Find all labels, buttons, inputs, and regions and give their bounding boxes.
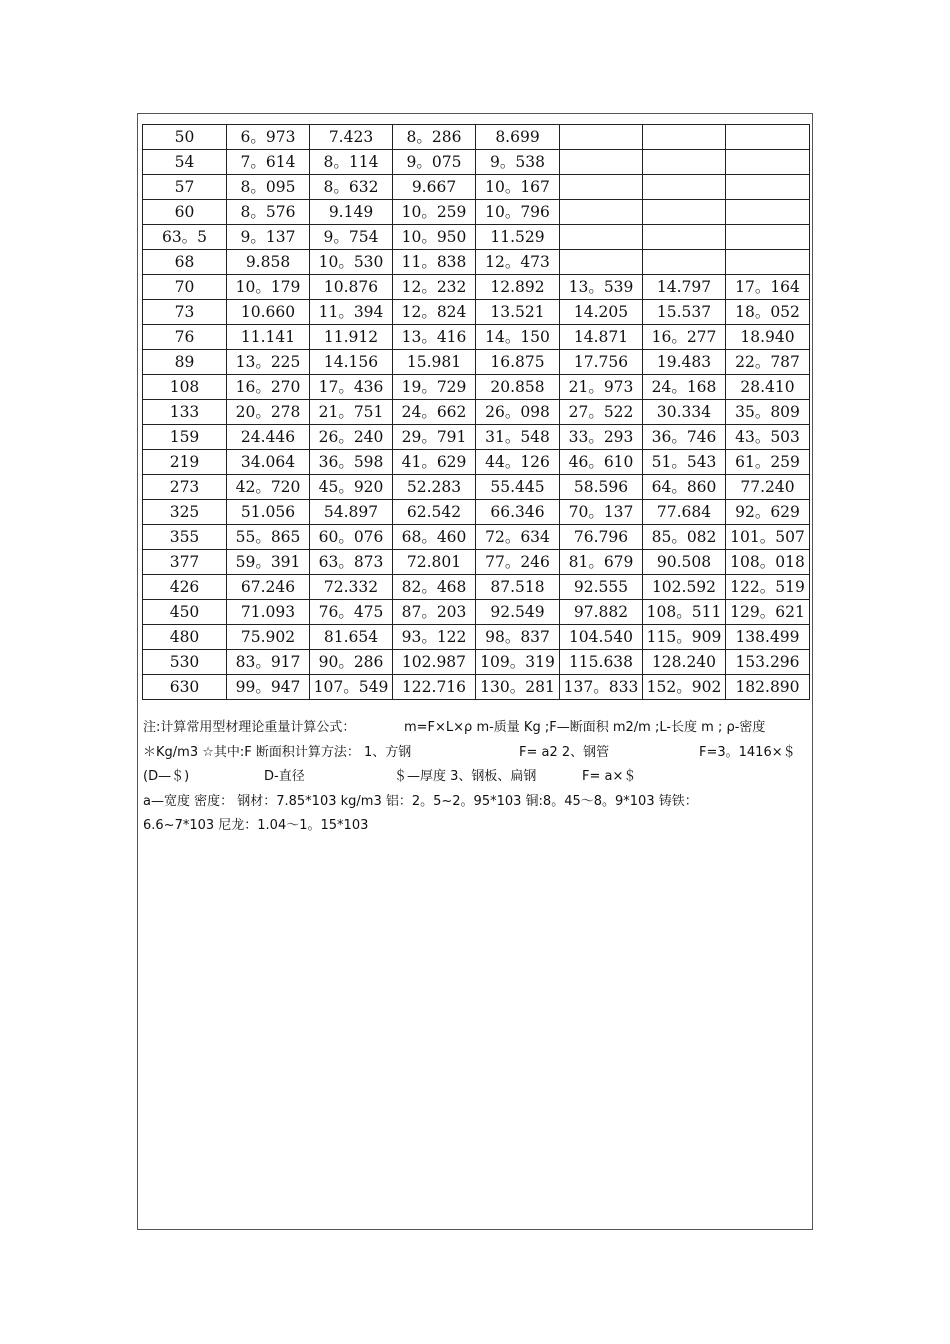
weight-cell: 153.296 <box>726 650 810 675</box>
row-diameter-cell: 159 <box>143 425 227 450</box>
weight-cell: 30.334 <box>643 400 726 425</box>
weight-cell <box>726 175 810 200</box>
note-title: 注:计算常用型材理论重量计算公式： <box>143 720 356 735</box>
weight-cell: 55。865 <box>227 525 310 550</box>
weight-cell: 7.423 <box>310 125 393 150</box>
row-diameter-cell: 108 <box>143 375 227 400</box>
weight-cell: 115.638 <box>560 650 643 675</box>
row-diameter-cell: 480 <box>143 625 227 650</box>
weight-cell: 15.981 <box>393 350 476 375</box>
weight-cell: 77.240 <box>726 475 810 500</box>
weight-cell: 14.205 <box>560 300 643 325</box>
table-row <box>143 575 810 600</box>
row-diameter-cell: 54 <box>143 150 227 175</box>
weight-cell: 129。621 <box>726 600 810 625</box>
table-row <box>143 175 810 200</box>
formula-notes <box>143 716 811 839</box>
weight-cell: 9.667 <box>393 175 476 200</box>
weight-cell: 60。076 <box>310 525 393 550</box>
weight-cell: 108。511 <box>643 600 726 625</box>
weight-cell: 52.283 <box>393 475 476 500</box>
weight-cell: 87.518 <box>476 575 560 600</box>
weight-cell: 8。632 <box>310 175 393 200</box>
table-row <box>143 500 810 525</box>
weight-cell: 14。150 <box>476 325 560 350</box>
row-diameter-cell: 60 <box>143 200 227 225</box>
row-diameter-cell: 219 <box>143 450 227 475</box>
table-row <box>143 650 810 675</box>
weight-cell: 10。179 <box>227 275 310 300</box>
weight-cell: 9。754 <box>310 225 393 250</box>
weight-cell: 101。507 <box>726 525 810 550</box>
weight-cell: 7。614 <box>227 150 310 175</box>
note-line-2 <box>143 741 811 766</box>
weight-cell: 10。259 <box>393 200 476 225</box>
table-row <box>143 625 810 650</box>
weight-cell: 92。629 <box>726 500 810 525</box>
weight-cell: 58.596 <box>560 475 643 500</box>
weight-cell: 19。729 <box>393 375 476 400</box>
note-line-1 <box>143 716 811 741</box>
weight-cell: 98。837 <box>476 625 560 650</box>
weight-cell: 82。468 <box>393 575 476 600</box>
weight-cell: 81。679 <box>560 550 643 575</box>
weight-cell: 10.876 <box>310 275 393 300</box>
weight-cell: 122.716 <box>393 675 476 700</box>
weight-cell: 90。286 <box>310 650 393 675</box>
weight-cell: 29。791 <box>393 425 476 450</box>
weight-cell: 152。902 <box>643 675 726 700</box>
weight-cell: 93。122 <box>393 625 476 650</box>
weight-cell <box>643 200 726 225</box>
weight-cell: 9。538 <box>476 150 560 175</box>
note-density: a—宽度 密度： 钢材：7.85*103 kg/m3 铝：2。5~2。95*103 铜:8。45～8。9*103 铸铁： <box>143 793 698 809</box>
row-diameter-cell: 630 <box>143 675 227 700</box>
table-row <box>143 300 810 325</box>
weight-cell: 41。629 <box>393 450 476 475</box>
weight-cell: 54.897 <box>310 500 393 525</box>
table-row <box>143 275 810 300</box>
weight-cell: 13。416 <box>393 325 476 350</box>
weight-cell: 26。240 <box>310 425 393 450</box>
table-row <box>143 600 810 625</box>
weight-cell: 24。168 <box>643 375 726 400</box>
weight-cell: 10。167 <box>476 175 560 200</box>
weight-cell: 77.684 <box>643 500 726 525</box>
weight-cell: 9.149 <box>310 200 393 225</box>
table-row <box>143 150 810 175</box>
weight-cell: 28.410 <box>726 375 810 400</box>
weight-cell: 26。098 <box>476 400 560 425</box>
weight-cell <box>560 225 643 250</box>
weight-cell: 10.660 <box>227 300 310 325</box>
weight-cell <box>560 200 643 225</box>
row-diameter-cell: 530 <box>143 650 227 675</box>
weight-cell: 20。278 <box>227 400 310 425</box>
row-diameter-cell: 76 <box>143 325 227 350</box>
weight-cell: 8.699 <box>476 125 560 150</box>
weight-cell: 13。539 <box>560 275 643 300</box>
weight-cell: 12。824 <box>393 300 476 325</box>
weight-cell <box>643 225 726 250</box>
weight-cell: 92.555 <box>560 575 643 600</box>
row-diameter-cell: 377 <box>143 550 227 575</box>
weight-cell <box>643 125 726 150</box>
weight-cell: 61。259 <box>726 450 810 475</box>
weight-cell <box>726 125 810 150</box>
weight-cell: 15.537 <box>643 300 726 325</box>
weight-cell: 14.871 <box>560 325 643 350</box>
note-diameter: D-直径 <box>264 769 305 784</box>
weight-cell: 75.902 <box>227 625 310 650</box>
weight-cell: 12。473 <box>476 250 560 275</box>
weight-cell: 85。082 <box>643 525 726 550</box>
row-diameter-cell: 57 <box>143 175 227 200</box>
weight-cell: 36。598 <box>310 450 393 475</box>
weight-cell: 18.940 <box>726 325 810 350</box>
note-line-3 <box>143 765 811 790</box>
table-row <box>143 525 810 550</box>
weight-cell: 71.093 <box>227 600 310 625</box>
note-pipe-formula: (D—＄) <box>143 769 190 784</box>
weight-cell: 76。475 <box>310 600 393 625</box>
row-diameter-cell: 68 <box>143 250 227 275</box>
weight-cell: 17。164 <box>726 275 810 300</box>
weight-cell: 11.141 <box>227 325 310 350</box>
row-diameter-cell: 89 <box>143 350 227 375</box>
table-row <box>143 550 810 575</box>
weight-cell <box>643 175 726 200</box>
note-thickness: ＄—厚度 3、钢板、扁钢 <box>394 769 537 784</box>
weight-cell <box>560 250 643 275</box>
weight-cell: 27。522 <box>560 400 643 425</box>
weight-cell: 16。277 <box>643 325 726 350</box>
weight-cell: 76.796 <box>560 525 643 550</box>
row-diameter-cell: 73 <box>143 300 227 325</box>
weight-cell: 44。126 <box>476 450 560 475</box>
table-row <box>143 325 810 350</box>
table-row <box>143 375 810 400</box>
table-row <box>143 200 810 225</box>
weight-cell: 8。095 <box>227 175 310 200</box>
weight-cell: 16。270 <box>227 375 310 400</box>
table-row <box>143 475 810 500</box>
weight-cell: 17.756 <box>560 350 643 375</box>
weight-cell: 45。920 <box>310 475 393 500</box>
weight-cell: 8。286 <box>393 125 476 150</box>
weight-cell: 36。746 <box>643 425 726 450</box>
table-row <box>143 250 810 275</box>
weight-cell: 109。319 <box>476 650 560 675</box>
weight-cell: 102.987 <box>393 650 476 675</box>
weight-cell: 108。018 <box>726 550 810 575</box>
weight-cell: 9.858 <box>227 250 310 275</box>
weight-cell: 92.549 <box>476 600 560 625</box>
weight-cell <box>726 250 810 275</box>
weight-cell: 31。548 <box>476 425 560 450</box>
weight-cell: 6。973 <box>227 125 310 150</box>
weight-cell: 72。634 <box>476 525 560 550</box>
table-row <box>143 425 810 450</box>
weight-cell: 20.858 <box>476 375 560 400</box>
weight-cell: 182.890 <box>726 675 810 700</box>
row-diameter-cell: 133 <box>143 400 227 425</box>
weight-cell: 12。232 <box>393 275 476 300</box>
table-row <box>143 125 810 150</box>
note-density-cont: 6.6~7*103 尼龙：1.04～1。15*103 <box>143 818 369 833</box>
weight-cell: 66.346 <box>476 500 560 525</box>
row-diameter-cell: 450 <box>143 600 227 625</box>
weight-cell: 13。225 <box>227 350 310 375</box>
note-line-5 <box>143 814 811 839</box>
weight-cell: 18。052 <box>726 300 810 325</box>
weight-cell: 63。873 <box>310 550 393 575</box>
weight-cell: 9。137 <box>227 225 310 250</box>
weight-cell: 24。662 <box>393 400 476 425</box>
row-diameter-cell: 325 <box>143 500 227 525</box>
weight-cell: 70。137 <box>560 500 643 525</box>
weight-cell: 12.892 <box>476 275 560 300</box>
weight-cell: 137。833 <box>560 675 643 700</box>
weight-cell: 104.540 <box>560 625 643 650</box>
weight-cell: 11.912 <box>310 325 393 350</box>
weight-cell: 138.499 <box>726 625 810 650</box>
note-line-4 <box>143 790 811 815</box>
weight-cell: 55.445 <box>476 475 560 500</box>
weight-cell: 9。075 <box>393 150 476 175</box>
weight-cell: 10。796 <box>476 200 560 225</box>
weight-cell: 51.056 <box>227 500 310 525</box>
weight-cell: 128.240 <box>643 650 726 675</box>
weight-cell: 67.246 <box>227 575 310 600</box>
weight-cell: 17。436 <box>310 375 393 400</box>
row-diameter-cell: 50 <box>143 125 227 150</box>
weight-cell: 19.483 <box>643 350 726 375</box>
note-square-steel: F= a2 2、钢管 <box>519 744 610 760</box>
weight-cell: 21。751 <box>310 400 393 425</box>
weight-cell: 42。720 <box>227 475 310 500</box>
weight-cell: 107。549 <box>310 675 393 700</box>
weight-cell: 64。860 <box>643 475 726 500</box>
weight-cell: 14.156 <box>310 350 393 375</box>
weight-cell: 90.508 <box>643 550 726 575</box>
note-steel-pipe: F=3。1416×＄ <box>699 744 796 760</box>
weight-cell: 102.592 <box>643 575 726 600</box>
weight-cell: 72.332 <box>310 575 393 600</box>
weight-cell: 35。809 <box>726 400 810 425</box>
weight-cell: 72.801 <box>393 550 476 575</box>
table-row <box>143 400 810 425</box>
weight-cell <box>643 250 726 275</box>
weight-cell: 59。391 <box>227 550 310 575</box>
weight-cell: 33。293 <box>560 425 643 450</box>
steel-weight-table <box>142 124 810 700</box>
weight-cell: 13.521 <box>476 300 560 325</box>
weight-cell <box>643 150 726 175</box>
weight-cell: 10。530 <box>310 250 393 275</box>
weight-cell: 22。787 <box>726 350 810 375</box>
weight-cell: 46。610 <box>560 450 643 475</box>
weight-cell: 14.797 <box>643 275 726 300</box>
table-row <box>143 450 810 475</box>
weight-cell: 11.529 <box>476 225 560 250</box>
weight-cell <box>726 225 810 250</box>
row-diameter-cell: 70 <box>143 275 227 300</box>
weight-cell <box>726 150 810 175</box>
weight-cell: 130。281 <box>476 675 560 700</box>
weight-cell: 97.882 <box>560 600 643 625</box>
weight-cell: 21。973 <box>560 375 643 400</box>
weight-cell: 10。950 <box>393 225 476 250</box>
weight-cell: 122。519 <box>726 575 810 600</box>
weight-cell <box>560 125 643 150</box>
weight-cell <box>560 150 643 175</box>
note-formula: m=F×L×ρ m-质量 Kg ;F—断面积 m2/m ;L-长度 m ; ρ-密度 <box>404 720 766 735</box>
row-diameter-cell: 426 <box>143 575 227 600</box>
row-diameter-cell: 63。5 <box>143 225 227 250</box>
weight-cell: 87。203 <box>393 600 476 625</box>
weight-cell: 16.875 <box>476 350 560 375</box>
table-row <box>143 350 810 375</box>
note-area-method: ＊Kg/m3 ☆其中:F 断面积计算方法： 1、方钢 <box>143 744 412 760</box>
weight-cell: 77。246 <box>476 550 560 575</box>
table-row <box>143 225 810 250</box>
weight-cell: 62.542 <box>393 500 476 525</box>
weight-cell: 8。114 <box>310 150 393 175</box>
weight-cell: 81.654 <box>310 625 393 650</box>
note-plate-formula: F= a×＄ <box>582 769 637 784</box>
weight-cell <box>560 175 643 200</box>
weight-cell: 11。838 <box>393 250 476 275</box>
weight-cell: 68。460 <box>393 525 476 550</box>
weight-cell: 43。503 <box>726 425 810 450</box>
weight-cell: 51。543 <box>643 450 726 475</box>
weight-cell: 8。576 <box>227 200 310 225</box>
weight-cell: 83。917 <box>227 650 310 675</box>
weight-cell: 115。909 <box>643 625 726 650</box>
weight-cell: 24.446 <box>227 425 310 450</box>
weight-cell: 11。394 <box>310 300 393 325</box>
row-diameter-cell: 273 <box>143 475 227 500</box>
row-diameter-cell: 355 <box>143 525 227 550</box>
weight-cell: 99。947 <box>227 675 310 700</box>
table-row <box>143 675 810 700</box>
weight-cell <box>726 200 810 225</box>
weight-cell: 34.064 <box>227 450 310 475</box>
